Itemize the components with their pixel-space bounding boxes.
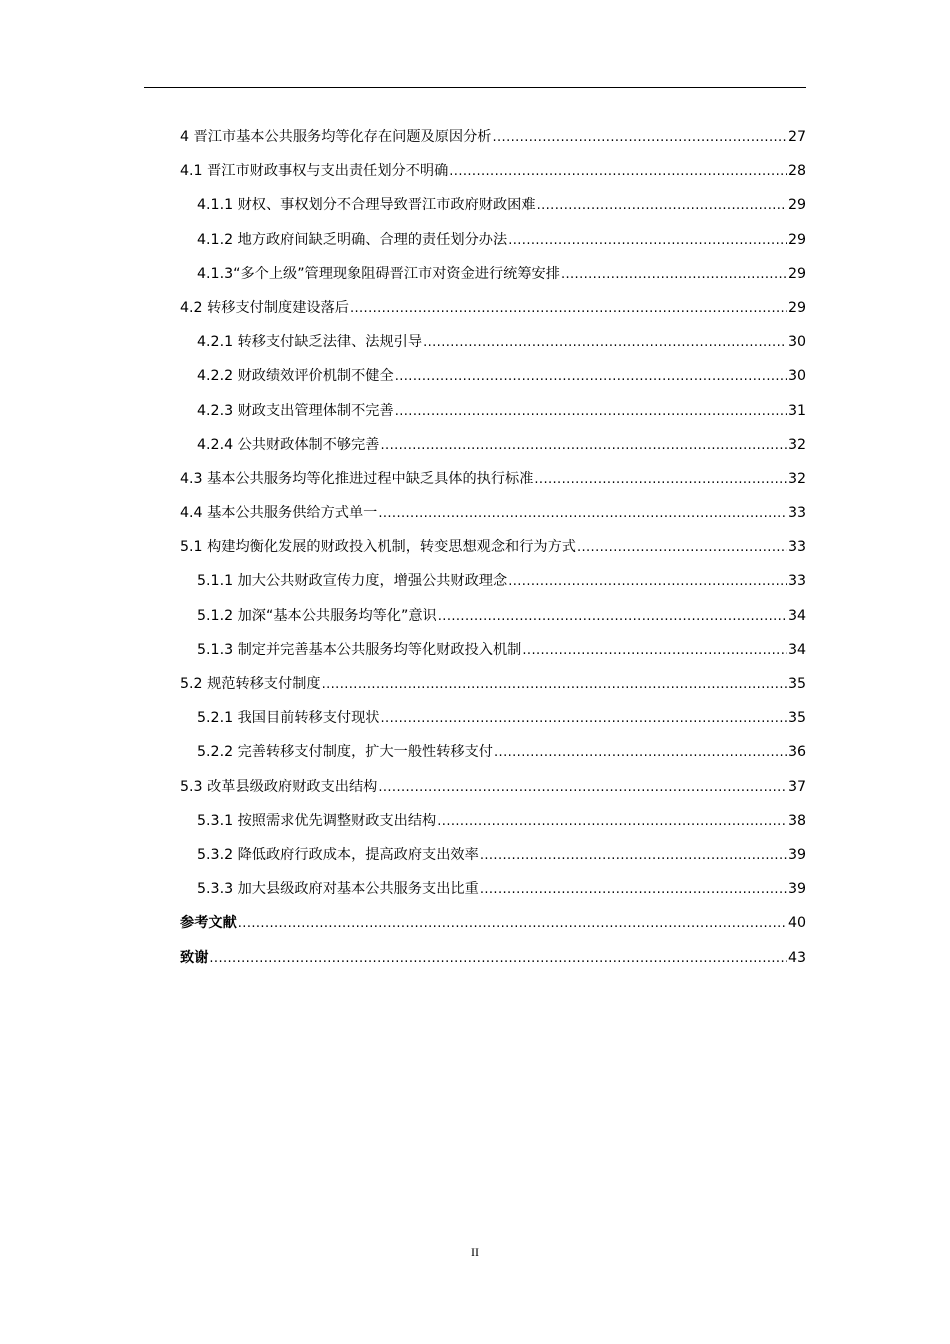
toc-entry[interactable] bbox=[180, 261, 806, 295]
toc-dot-leader bbox=[395, 364, 787, 390]
table-of-contents bbox=[180, 124, 806, 979]
toc-entry-title: 4.2.2 财政绩效评价机制不健全 bbox=[197, 368, 394, 385]
toc-entry-title: 致谢 bbox=[180, 949, 209, 966]
toc-entry[interactable] bbox=[180, 842, 806, 876]
toc-entry-page-number: 27 bbox=[787, 129, 806, 145]
toc-entry-title: 4.3 基本公共服务均等化推进过程中缺乏具体的执行标准 bbox=[180, 470, 534, 487]
toc-dot-leader bbox=[381, 433, 787, 459]
toc-entry-page-number: 34 bbox=[787, 641, 806, 658]
toc-dot-leader bbox=[423, 330, 787, 356]
toc-entry[interactable] bbox=[180, 124, 806, 158]
toc-entry-page-number: 43 bbox=[787, 949, 806, 966]
toc-entry-page-number: 34 bbox=[787, 607, 806, 624]
toc-entry-title: 参考文献 bbox=[180, 915, 237, 932]
toc-entry-page-number: 29 bbox=[787, 197, 806, 214]
toc-dot-leader bbox=[508, 569, 787, 595]
toc-entry-title: 4.4 基本公共服务供给方式单一 bbox=[180, 505, 378, 522]
toc-entry-title: 5.3 改革县级政府财政支出结构 bbox=[180, 778, 378, 795]
toc-entry-title: 5.2 规范转移支付制度 bbox=[180, 676, 321, 692]
toc-entry-page-number: 31 bbox=[787, 402, 806, 419]
toc-entry[interactable] bbox=[180, 774, 806, 808]
toc-entry[interactable] bbox=[180, 945, 806, 979]
toc-entry-page-number: 33 bbox=[787, 539, 806, 556]
toc-dot-leader bbox=[322, 672, 787, 698]
toc-entry-title: 4 晋江市基本公共服务均等化存在问题及原因分析 bbox=[180, 129, 492, 145]
toc-entry[interactable] bbox=[180, 500, 806, 534]
toc-dot-leader bbox=[381, 706, 787, 732]
toc-dot-leader bbox=[522, 638, 787, 664]
toc-entry-page-number: 29 bbox=[787, 265, 806, 282]
toc-entry[interactable] bbox=[180, 192, 806, 226]
toc-entry-title: 5.1.2 加深“基本公共服务均等化”意识 bbox=[197, 607, 437, 624]
toc-entry[interactable] bbox=[180, 910, 806, 944]
toc-entry-page-number: 30 bbox=[787, 368, 806, 385]
footer-page-number: II bbox=[471, 1245, 479, 1259]
toc-entry-page-number: 32 bbox=[787, 470, 806, 487]
toc-entry-page-number: 39 bbox=[787, 846, 806, 863]
toc-entry-page-number: 29 bbox=[787, 231, 806, 248]
toc-entry[interactable] bbox=[180, 363, 806, 397]
toc-entry-page-number: 29 bbox=[787, 299, 806, 316]
toc-entry-page-number: 37 bbox=[787, 778, 806, 795]
toc-entry-page-number: 28 bbox=[787, 163, 806, 180]
toc-entry-page-number: 36 bbox=[787, 744, 806, 761]
toc-entry-title: 4.1.2 地方政府间缺乏明确、合理的责任划分办法 bbox=[197, 231, 508, 248]
toc-entry-title: 5.1.1 加大公共财政宣传力度，增强公共财政理念 bbox=[197, 573, 508, 590]
toc-entry-page-number: 39 bbox=[787, 881, 806, 898]
toc-dot-leader bbox=[508, 228, 787, 254]
toc-entry[interactable] bbox=[180, 568, 806, 602]
toc-entry-title: 5.1.3 制定并完善基本公共服务均等化财政投入机制 bbox=[197, 641, 522, 658]
toc-entry-title: 4.2.3 财政支出管理体制不完善 bbox=[197, 402, 394, 419]
toc-dot-leader bbox=[561, 262, 787, 288]
toc-entry-title: 4.1 晋江市财政事权与支出责任划分不明确 bbox=[180, 163, 449, 180]
toc-entry-page-number: 30 bbox=[787, 334, 806, 351]
toc-entry-title: 5.3.3 加大县级政府对基本公共服务支出比重 bbox=[197, 881, 479, 898]
toc-entry[interactable] bbox=[180, 534, 806, 568]
toc-entry[interactable] bbox=[180, 329, 806, 363]
toc-entry-title: 4.2 转移支付制度建设落后 bbox=[180, 299, 349, 316]
toc-dot-leader bbox=[437, 809, 787, 835]
toc-entry-page-number: 33 bbox=[787, 505, 806, 522]
toc-entry-page-number: 33 bbox=[787, 573, 806, 590]
toc-entry-title: 5.3.1 按照需求优先调整财政支出结构 bbox=[197, 812, 437, 829]
toc-entry[interactable] bbox=[180, 705, 806, 739]
toc-entry-page-number: 32 bbox=[787, 436, 806, 453]
toc-dot-leader bbox=[449, 159, 787, 185]
toc-dot-leader bbox=[395, 399, 787, 425]
toc-dot-leader bbox=[350, 296, 787, 322]
toc-entry-title: 4.1.3“多个上级”管理现象阻碍晋江市对资金进行统筹安排 bbox=[197, 265, 560, 282]
toc-entry-title: 5.1 构建均衡化发展的财政投入机制，转变思想观念和行为方式 bbox=[180, 539, 576, 556]
toc-entry[interactable] bbox=[180, 432, 806, 466]
toc-entry[interactable] bbox=[180, 227, 806, 261]
toc-entry-title: 5.2.2 完善转移支付制度，扩大一般性转移支付 bbox=[197, 744, 493, 761]
toc-entry-page-number: 35 bbox=[787, 710, 806, 727]
toc-dot-leader bbox=[534, 467, 787, 493]
toc-entry[interactable] bbox=[180, 466, 806, 500]
toc-entry[interactable] bbox=[180, 603, 806, 637]
toc-entry[interactable] bbox=[180, 158, 806, 192]
toc-dot-leader bbox=[537, 193, 787, 219]
toc-dot-leader bbox=[494, 740, 787, 766]
toc-dot-leader bbox=[209, 946, 787, 972]
toc-entry-page-number: 40 bbox=[787, 915, 806, 932]
toc-entry[interactable] bbox=[180, 808, 806, 842]
toc-entry[interactable] bbox=[180, 671, 806, 705]
toc-entry-page-number: 38 bbox=[787, 812, 806, 829]
toc-dot-leader bbox=[238, 911, 787, 937]
toc-dot-leader bbox=[480, 843, 787, 869]
header-rule bbox=[144, 87, 806, 88]
toc-entry-title: 4.1.1 财权、事权划分不合理导致晋江市政府财政困难 bbox=[197, 197, 536, 214]
toc-entry-title: 4.2.1 转移支付缺乏法律、法规引导 bbox=[197, 334, 423, 351]
toc-entry[interactable] bbox=[180, 637, 806, 671]
toc-dot-leader bbox=[577, 535, 787, 561]
toc-dot-leader bbox=[492, 125, 786, 151]
toc-entry[interactable] bbox=[180, 295, 806, 329]
toc-entry[interactable] bbox=[180, 739, 806, 773]
toc-entry-title: 5.3.2 降低政府行政成本，提高政府支出效率 bbox=[197, 846, 479, 863]
toc-entry-page-number: 35 bbox=[787, 676, 806, 692]
toc-dot-leader bbox=[378, 775, 787, 801]
toc-entry-title: 5.2.1 我国目前转移支付现状 bbox=[197, 710, 380, 727]
toc-dot-leader bbox=[480, 877, 787, 903]
toc-dot-leader bbox=[378, 501, 787, 527]
toc-entry-title: 4.2.4 公共财政体制不够完善 bbox=[197, 436, 380, 453]
toc-entry[interactable] bbox=[180, 876, 806, 910]
toc-entry[interactable] bbox=[180, 398, 806, 432]
toc-dot-leader bbox=[438, 604, 787, 630]
